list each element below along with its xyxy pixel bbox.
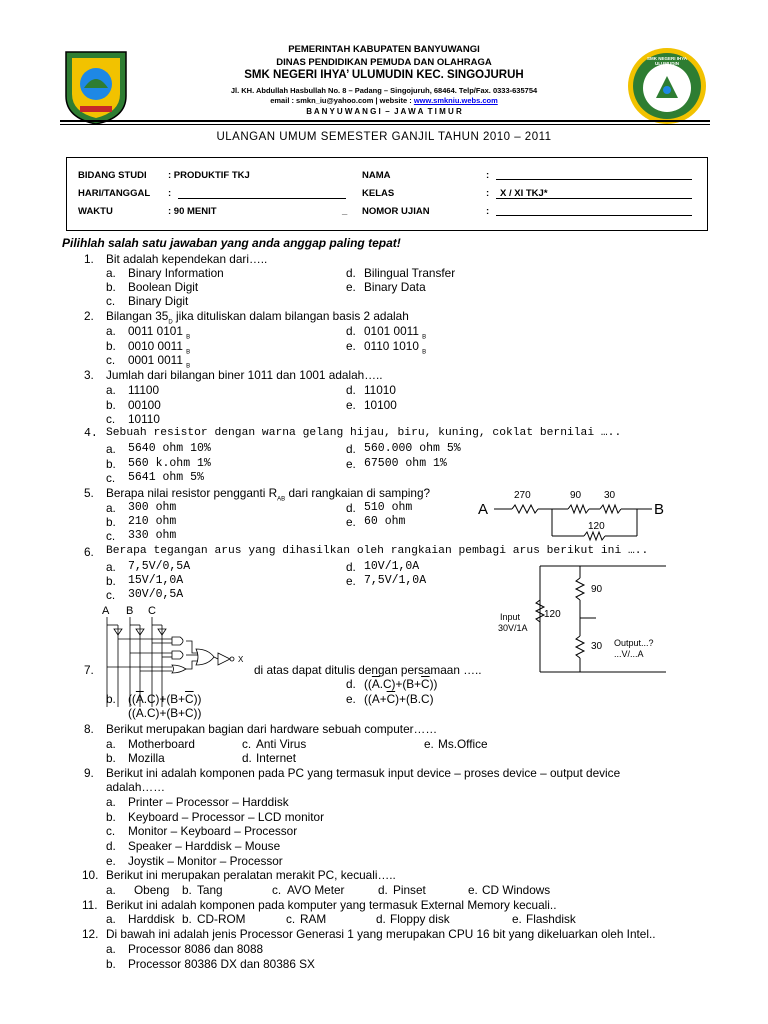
q9-text: Berikut ini adalah komponen pada PC yang termasuk input device – proses device – output device — [106, 766, 621, 780]
q10-option-b[interactable]: Tang — [197, 883, 223, 897]
q9-letter-d: d. — [106, 839, 116, 853]
q5-number: 5. — [84, 486, 94, 500]
nomor-value: : — [486, 206, 490, 217]
q1-option-e[interactable]: Binary Data — [364, 280, 426, 294]
q6-letter-c: c. — [106, 588, 116, 602]
q8-letter-d: d. — [242, 751, 252, 765]
q6-label-output2: ...V/...A — [614, 649, 644, 659]
q11-option-d[interactable]: Floppy disk — [390, 912, 450, 926]
q7-letter-e: e. — [346, 692, 356, 706]
q3-option-c[interactable]: 10110 — [128, 412, 160, 426]
q6-option-e[interactable]: 7,5V/1,0A — [364, 574, 427, 587]
q8-option-c[interactable]: Anti Virus — [256, 737, 307, 751]
q3-letter-c: c. — [106, 412, 116, 426]
q11-letter-a: a. — [106, 912, 116, 926]
q11-letter-e: e. — [512, 912, 522, 926]
q10-text: Berikut ini merupakan peralatan merakit PC, kecuali….. — [106, 868, 396, 882]
q1-option-d[interactable]: Bilingual Transfer — [364, 266, 456, 280]
q6-label-r90: 90 — [591, 584, 603, 595]
q1-letter-e: e. — [346, 280, 356, 294]
q11-option-b[interactable]: CD-ROM — [197, 912, 246, 926]
q8-option-a[interactable]: Motherboard — [128, 737, 195, 751]
q9-option-c[interactable]: Monitor – Keyboard – Processor — [128, 824, 298, 838]
q5-option-a[interactable]: 300 ohm — [128, 501, 177, 514]
q5-option-e[interactable]: 60 ohm — [364, 515, 406, 528]
q1-option-b[interactable]: Boolean Digit — [128, 280, 199, 294]
q2-number: 2. — [84, 309, 94, 323]
q4-letter-e: e. — [346, 457, 356, 471]
q5-label-r1: 270 — [514, 490, 531, 501]
q5-letter-d: d. — [346, 501, 356, 515]
q7-number: 7. — [84, 663, 94, 677]
q4-option-c[interactable]: 5641 ohm 5% — [128, 471, 204, 484]
q4-letter-c: c. — [106, 471, 116, 485]
q1-letter-b: b. — [106, 280, 116, 294]
q11-number: 11. — [82, 898, 98, 912]
q6-label-input: Input — [500, 612, 521, 622]
q6-text: Berapa tegangan arus yang dihasilkan oleh rangkaian pembagi arus berikut ini ….. — [106, 545, 649, 557]
q7-label-x: X — [238, 655, 244, 664]
q6-option-b[interactable]: 15V/1,0A — [128, 574, 184, 587]
q11-option-a[interactable]: Harddisk — [128, 912, 175, 926]
q5-option-c[interactable]: 330 ohm — [128, 529, 177, 542]
nama-value: : — [486, 170, 490, 181]
waktu-value: : 90 MENIT — [168, 206, 217, 217]
q4-text: Sebuah resistor dengan warna gelang hijau, biru, kuning, coklat bernilai ….. — [106, 427, 622, 439]
q3-text: Jumlah dari bilangan biner 1011 dan 1001 adalah….. — [106, 368, 383, 382]
q2-letter-c: c. — [106, 353, 116, 367]
q7-letter-d: d. — [346, 677, 356, 691]
kelas-label: KELAS — [362, 188, 395, 199]
email-text: email : smkn_iu@yahoo.com | website : — [270, 96, 414, 105]
q10-option-a[interactable]: Obeng — [134, 883, 170, 897]
q3-option-e[interactable]: 10100 — [364, 398, 397, 412]
q6-label-input2: 30V/1A — [498, 623, 528, 633]
q12-text: Di bawah ini adalah jenis Processor Generasi 1 yang merupakan CPU 16 bit yang dikeluarkan oleh Intel.. — [106, 927, 656, 941]
q5-option-b[interactable]: 210 ohm — [128, 515, 177, 528]
q5-label-b: B — [654, 501, 665, 518]
q4-letter-a: a. — [106, 442, 116, 456]
q3-option-a[interactable]: 11100 — [128, 383, 160, 397]
nomor-label: NOMOR UJIAN — [362, 206, 430, 217]
q4-option-b[interactable]: 560 k.ohm 1% — [128, 457, 211, 470]
q4-letter-b: b. — [106, 457, 116, 471]
header-divider-thin — [60, 124, 710, 125]
q1-letter-c: c. — [106, 294, 116, 308]
q9-text-2: adalah…… — [106, 780, 166, 794]
q7-label-b: B — [126, 605, 134, 617]
header-divider — [60, 120, 710, 122]
q5-resistor-diagram — [474, 484, 694, 550]
bidang-label: BIDANG STUDI — [78, 170, 147, 181]
q9-letter-e: e. — [106, 854, 116, 868]
q3-letter-e: e. — [346, 398, 356, 412]
school-address: Jl. KH. Abdullah Hasbullah No. 8 – Padang – Singojuruh, 68464. Telp/Fax. 0333-635754 — [230, 86, 538, 95]
q10-letter-c: c. — [272, 883, 282, 897]
q10-letter-e: e. — [468, 883, 478, 897]
q7-option-c[interactable]: ((A.C)+(B+C)) — [128, 706, 202, 720]
q10-letter-d: d. — [378, 883, 388, 897]
q8-text: Berikut merupakan bagian dari hardware sebuah computer…… — [106, 722, 438, 736]
q7-label-c: C — [148, 605, 156, 617]
q6-label-r120: 120 — [544, 609, 561, 620]
q8-letter-b: b. — [106, 751, 116, 765]
q10-option-e[interactable]: CD Windows — [482, 883, 551, 897]
q5-letter-b: b. — [106, 515, 116, 529]
q1-letter-a: a. — [106, 266, 116, 280]
q1-option-c[interactable]: Binary Digit — [128, 294, 189, 308]
q3-number: 3. — [84, 368, 94, 382]
q3-option-d[interactable]: 11010 — [364, 383, 396, 397]
hari-blank[interactable] — [178, 198, 346, 199]
q1-option-a[interactable]: Binary Information — [128, 266, 224, 280]
q2-option-e[interactable]: 0110 1010 $_B$ — [364, 339, 427, 356]
q7-option-b[interactable]: $((\overline{A}.C)+(B+\overline{C}))$ — [128, 692, 202, 706]
q6-number: 6. — [84, 545, 94, 559]
q8-option-e[interactable]: Ms.Office — [438, 737, 488, 751]
q1-letter-d: d. — [346, 266, 356, 280]
q2-letter-e: e. — [346, 339, 356, 353]
q9-option-d[interactable]: Speaker – Harddisk – Mouse — [128, 839, 281, 853]
q6-letter-a: a. — [106, 560, 116, 574]
q4-option-d[interactable]: 560.000 ohm 5% — [364, 442, 461, 455]
q11-letter-b: b. — [182, 912, 192, 926]
kelas-blank[interactable] — [496, 198, 692, 199]
q6-letter-e: e. — [346, 574, 356, 588]
q8-option-b[interactable]: Mozilla — [128, 751, 165, 765]
nomor-blank[interactable] — [496, 215, 692, 216]
q12-letter-a: a. — [106, 942, 116, 956]
q8-letter-c: c. — [242, 737, 252, 751]
header-line-1: PEMERINTAH KABUPATEN BANYUWANGI — [288, 44, 480, 55]
q11-option-c[interactable]: RAM — [300, 912, 327, 926]
q5-label-a: A — [478, 501, 489, 518]
q3-letter-d: d. — [346, 383, 356, 397]
q6-letter-d: d. — [346, 560, 356, 574]
q10-letter-a: a. — [106, 883, 116, 897]
nama-label: NAMA — [362, 170, 391, 181]
q5-text: Berapa nilai resistor pengganti $R_{AB}$ dari rangkaian di samping? — [106, 486, 431, 503]
q5-letter-a: a. — [106, 501, 116, 515]
q8-letter-e: e. — [424, 737, 434, 751]
q8-number: 8. — [84, 722, 94, 736]
q6-letter-b: b. — [106, 574, 116, 588]
q8-letter-a: a. — [106, 737, 116, 751]
q3-letter-a: a. — [106, 383, 116, 397]
q4-letter-d: d. — [346, 442, 356, 456]
q1-number: 1. — [84, 252, 94, 266]
q7-option-d[interactable]: $((\overline{A}.C)+(B+\overline{C}))$ — [364, 677, 438, 691]
bidang-value: : PRODUKTIF TKJ — [168, 170, 250, 181]
kelas-value: : — [486, 188, 490, 199]
q7-option-e[interactable]: ($(A+\overline{C})+(B.C)$ — [364, 692, 434, 706]
q6-option-a[interactable]: 7,5V/0,5A — [128, 560, 191, 573]
q2-letter-d: d. — [346, 324, 356, 338]
q10-option-c[interactable]: AVO Meter — [287, 883, 345, 897]
q11-option-e[interactable]: Flashdisk — [526, 912, 576, 926]
region-text: B A N Y U W A N G I – J A W A T I M U R — [306, 107, 462, 116]
q9-option-e[interactable]: Joystik – Monitor – Processor — [128, 854, 283, 868]
q4-option-e[interactable]: 67500 ohm 1% — [364, 457, 447, 470]
q6-divider-diagram — [496, 560, 706, 680]
q7-text: di atas dapat ditulis dengan persamaan ….. — [254, 663, 482, 677]
q6-label-output: Output...? — [614, 638, 654, 648]
q9-option-a[interactable]: Printer – Processor – Harddisk — [128, 795, 289, 809]
q10-option-d[interactable]: Pinset — [393, 883, 426, 897]
q2-option-c[interactable]: 0001 0011 $_B$ — [128, 353, 191, 370]
q10-number: 10. — [82, 868, 99, 882]
q6-option-d[interactable]: 10V/1,0A — [364, 560, 420, 573]
q1-text: Bit adalah kependekan dari….. — [106, 252, 268, 266]
q11-letter-c: c. — [286, 912, 296, 926]
instruction: Pilihlah salah satu jawaban yang anda anggap paling tepat! — [62, 236, 401, 250]
hari-value: : — [168, 188, 172, 199]
q2-letter-a: a. — [106, 324, 116, 338]
header-line-2: DINAS PENDIDIKAN PEMUDA DAN OLAHRAGA — [276, 57, 492, 68]
nama-blank[interactable] — [496, 179, 692, 180]
q5-letter-c: c. — [106, 529, 116, 543]
q2-text: Bilangan $35_D$ jika dituliskan dalam bilangan basis 2 adalah — [106, 309, 409, 326]
kelas-text: X / XI TKJ* — [500, 188, 548, 199]
q2-option-b[interactable]: 0010 0011 $_B$ — [128, 339, 191, 356]
q10-letter-b: b. — [182, 883, 192, 897]
q12-number: 12. — [82, 927, 99, 941]
q12-letter-b: b. — [106, 957, 116, 971]
q2-option-a[interactable]: 0011 0101 $_B$ — [128, 324, 191, 341]
q6-label-r30: 30 — [591, 641, 603, 652]
contact-line — [0, 96, 768, 105]
q7-label-a: A — [102, 605, 110, 617]
q3-letter-b: b. — [106, 398, 116, 412]
q9-letter-b: b. — [106, 810, 116, 824]
hari-label: HARI/TANGGAL — [78, 188, 151, 199]
q2-letter-b: b. — [106, 339, 116, 353]
q5-letter-e: e. — [346, 515, 356, 529]
q2-option-d[interactable]: 0101 0011 $_B$ — [364, 324, 427, 341]
waktu-tail: _ — [342, 206, 348, 217]
smk-logo-text: SMK NEGERI IHYA ULUMUDIN — [646, 56, 688, 66]
q5-label-r3: 30 — [604, 490, 616, 501]
q9-letter-c: c. — [106, 824, 116, 838]
waktu-label: WAKTU — [78, 206, 113, 217]
q12-option-a[interactable]: Processor 8086 dan 8088 — [128, 942, 264, 956]
q5-label-r2: 90 — [570, 490, 582, 501]
q9-number: 9. — [84, 766, 94, 780]
q5-label-r4: 120 — [588, 521, 605, 532]
q12-option-b[interactable]: Processor 80386 DX dan 80386 SX — [128, 957, 315, 971]
q7-letter-b: b. — [106, 692, 116, 706]
q4-number: 4. — [84, 427, 98, 440]
q6-option-c[interactable]: 30V/0,5A — [128, 588, 184, 601]
q9-letter-a: a. — [106, 795, 116, 809]
exam-title: ULANGAN UMUM SEMESTER GANJIL TAHUN 2010 – 2011 — [216, 131, 552, 143]
website-link[interactable]: www.smkniu.webs.com — [413, 96, 498, 105]
q3-option-b[interactable]: 00100 — [128, 398, 161, 412]
school-name: SMK NEGERI IHYA’ ULUMUDIN KEC. SINGOJURUH — [244, 69, 524, 81]
q4-option-a[interactable]: 5640 ohm 10% — [128, 442, 211, 455]
q9-option-b[interactable]: Keyboard – Processor – LCD monitor — [128, 810, 325, 824]
q5-option-d[interactable]: 510 ohm — [364, 501, 413, 514]
q11-letter-d: d. — [376, 912, 386, 926]
q11-text: Berikut ini adalah komponen pada komputer yang termasuk External Memory kecuali.. — [106, 898, 557, 912]
q8-option-d[interactable]: Internet — [256, 751, 297, 765]
